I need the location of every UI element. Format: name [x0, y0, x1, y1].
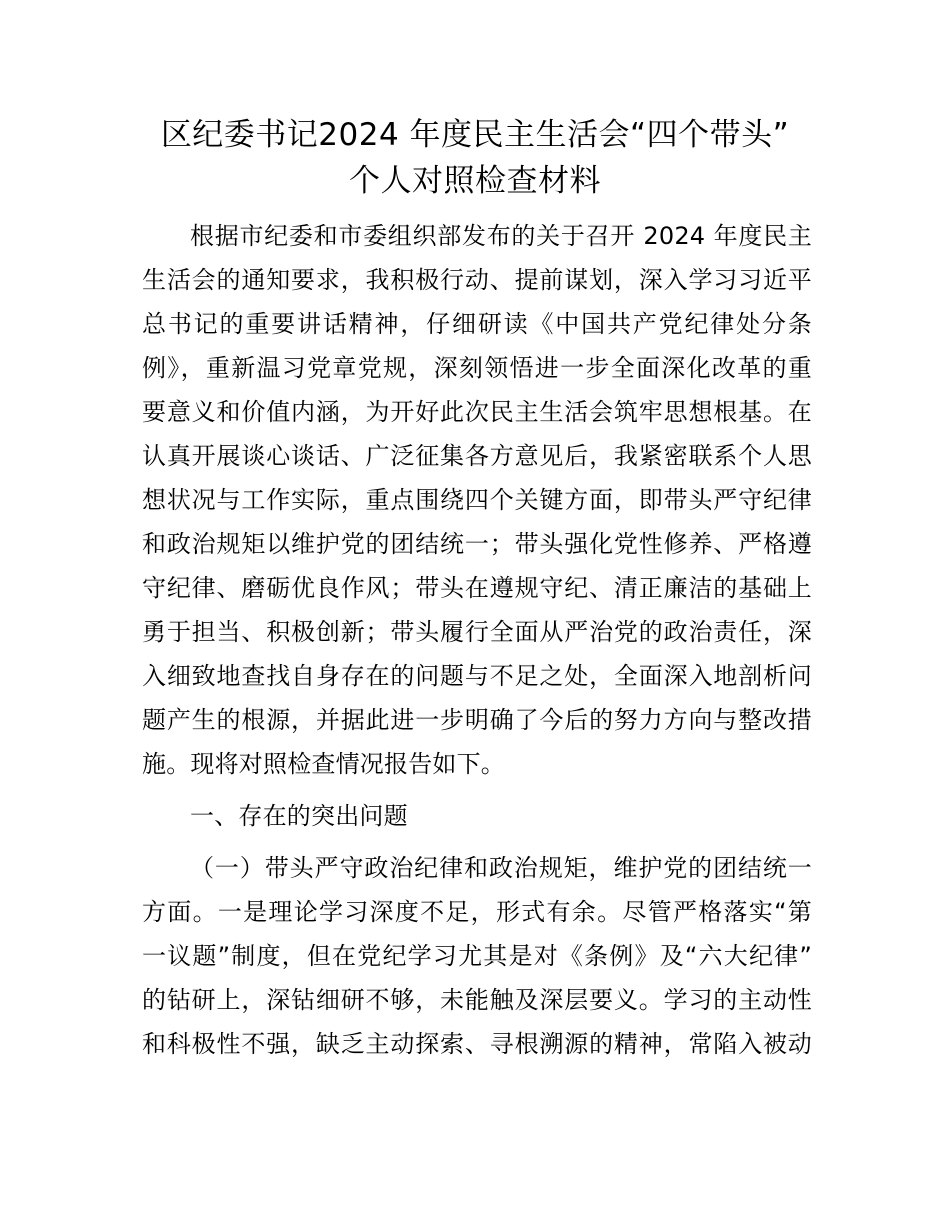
document-title-line-1: 区纪委书记2024 年度民主生活会“四个带头”	[160, 117, 790, 153]
paragraph-line: 和政治规矩以维护党的团结统一；带头强化党性修养、严格遵	[142, 530, 812, 558]
section-heading: 一、存在的突出问题	[190, 802, 408, 830]
paragraph-line: 施。现将对照检查情况报告如下。	[142, 750, 505, 778]
paragraph-line: 入细致地查找自身存在的问题与不足之处，全面深入地剖析问	[142, 662, 812, 690]
paragraph-line: 守纪律、磨砺优良作风；带头在遵规守纪、清正廉洁的基础上	[142, 574, 812, 602]
paragraph-line: 题产生的根源，并据此进一步明确了今后的努力方向与整改措	[142, 706, 812, 734]
paragraph-line: （一）带头严守政治纪律和政治规矩，维护党的团结统一	[190, 854, 812, 882]
paragraph-line: 根据市纪委和市委组织部发布的关于召开 2024 年度民主	[190, 222, 812, 250]
document-title-line-2: 个人对照检查材料	[349, 163, 601, 199]
paragraph-line: 的钻研上，深钻细研不够，未能触及深层要义。学习的主动性	[142, 986, 812, 1014]
paragraph-line: 方面。一是理论学习深度不足，形式有余。尽管严格落实“第	[142, 898, 812, 926]
paragraph-line: 生活会的通知要求，我积极行动、提前谋划，深入学习习近平	[142, 266, 812, 294]
paragraph-line: 总书记的重要讲话精神，仔细研读《中国共产党纪律处分条	[142, 310, 812, 338]
paragraph-line: 认真开展谈心谈话、广泛征集各方意见后，我紧密联系个人思	[142, 442, 812, 470]
paragraph-line: 例》，重新温习党章党规，深刻领悟进一步全面深化改革的重	[142, 354, 812, 382]
paragraph-line: 要意义和价值内涵，为开好此次民主生活会筑牢思想根基。在	[142, 398, 812, 426]
paragraph-line: 和科极性不强，缺乏主动探索、寻根溯源的精神，常陷入被动	[142, 1030, 812, 1058]
paragraph-line: 一议题”制度，但在党纪学习尤其是对《条例》及“六大纪律”	[142, 942, 812, 970]
paragraph-line: 勇于担当、积极创新；带头履行全面从严治党的政治责任，深	[142, 618, 812, 646]
paragraph-line: 想状况与工作实际，重点围绕四个关键方面，即带头严守纪律	[142, 486, 812, 514]
